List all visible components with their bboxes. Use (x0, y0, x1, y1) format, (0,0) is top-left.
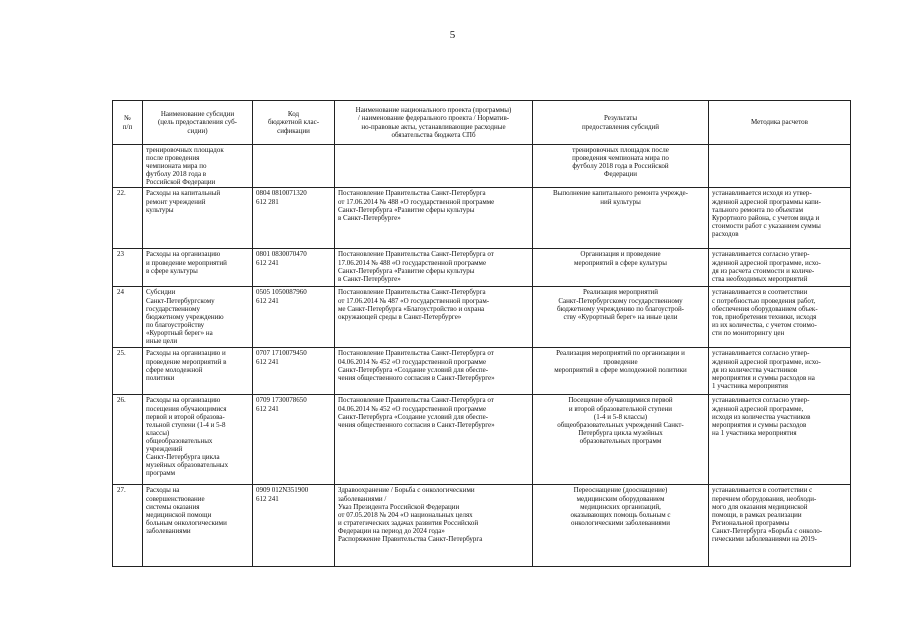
text-line: дя из количества участников (712, 365, 798, 374)
methodology-cell (709, 395, 851, 485)
text-line: и проведение мероприятий (146, 258, 227, 267)
text-line: учреждений (146, 445, 183, 454)
table-row (113, 485, 851, 567)
text-line: мероприятий в сфере культуры (574, 258, 667, 267)
text-line: Методика расчетов (751, 118, 808, 127)
text-line: в Санкт-Петербурге» (338, 274, 401, 283)
text-line: устанавливается согласно утвер- (712, 250, 810, 259)
text-line: ме Санкт-Петербурга «Благоустройство и охрана (338, 304, 485, 313)
text-line: футболу 2018 года в (146, 170, 207, 179)
text-line: совершенствование (146, 494, 205, 503)
text-line: сти по мониторингу цен (712, 328, 785, 337)
subsidy-name-cell (143, 395, 253, 485)
text-line: Санкт-Петербургскому (146, 296, 215, 305)
text-line: Постановление Правительства Санкт-Петербурга (338, 189, 486, 198)
subsidy-name-cell (143, 249, 253, 287)
header-cell-methodology (709, 101, 851, 145)
legal-acts-cell (335, 348, 533, 395)
row-number: 22. (113, 188, 143, 249)
row-number: 27. (113, 485, 143, 567)
text-line: Санкт-Петербурга «Создание условий для обеспе- (338, 412, 489, 421)
text-line: больным онкологическими (146, 518, 227, 527)
text-line: тов, приобретения техники, исходя (712, 312, 817, 321)
budget-code-cell (253, 188, 335, 249)
text-line: мероприятий в сфере молодежной политики (554, 365, 687, 374)
legal-acts-cell (335, 485, 533, 567)
text-line: посещения обучающимися (146, 404, 227, 413)
budget-code-cell (253, 395, 335, 485)
text-line: Расходы на организацию (146, 396, 221, 405)
text-line: государственному (146, 304, 200, 313)
text-line: тренировочных площадок (146, 146, 224, 154)
text-line: футболу 2018 года в Российской (572, 162, 669, 171)
text-line: Переоснащение (дооснащение) (573, 486, 668, 495)
text-line: медицинским оборудованием (576, 494, 665, 503)
text-line: музейных образовательных (146, 461, 229, 470)
text-line: иные цели (146, 337, 178, 346)
text-line: Наименование субсидии (160, 110, 235, 119)
results-cell (533, 395, 709, 485)
text-line: окружающей среды в Санкт-Петербурге» (338, 312, 462, 321)
text-line: чения общественного согласия в Санкт-Петербурге» (338, 373, 495, 382)
results-cell (533, 287, 709, 348)
text-line: от 07.05.2018 № 204 «О национальных целях (338, 510, 473, 519)
header-cell-subsidy-name (143, 101, 253, 145)
text-line: сидии) (187, 126, 208, 135)
text-line: Федерации на период до 2024 года» (338, 526, 445, 535)
subsidy-name-cell (143, 485, 253, 567)
table-row (113, 145, 851, 188)
text-line: Расходы на (146, 486, 180, 495)
text-line: и второй образовательной ступени (568, 404, 673, 413)
text-line: обязательства бюджета СПб (391, 130, 476, 139)
text-line: 0505 1050087960 (256, 288, 307, 297)
table-header-row (113, 101, 851, 145)
text-line: Санкт-Петербурга «Развитие сферы культуры (338, 266, 475, 275)
text-line: / наименование федерального проекта / Норматив- (357, 114, 510, 123)
text-line: тренировочных площадок после (572, 146, 669, 154)
text-line: помощи, в рамках реализации (712, 510, 802, 519)
header-cell-results (533, 101, 709, 145)
text-line: оказывающих помощь больным с (570, 510, 671, 519)
subsidy-name-cell (143, 145, 253, 188)
text-line: 612 241 (256, 258, 279, 267)
text-line: Расходы на капитальный (146, 189, 221, 198)
methodology-cell (709, 188, 851, 249)
text-line: классы) (146, 428, 170, 437)
methodology-cell (709, 348, 851, 395)
text-line: Санкт-Петербурга цикла (146, 453, 220, 462)
text-line: от 17.06.2014 № 487 «О государственной програм- (338, 296, 490, 305)
text-line: № (124, 114, 131, 123)
header-cell-legal-acts (335, 101, 533, 145)
text-line: Выполнение капитального ремонта учрежде- (553, 189, 688, 198)
text-line: заболеваниями / (338, 494, 387, 503)
budget-code-cell (253, 145, 335, 188)
text-line: 1 участника мероприятия (712, 381, 788, 390)
text-line: сфере молодежной (146, 365, 203, 374)
text-line: жденной адресной программе, исхо- (712, 357, 821, 366)
text-line: системы оказания (146, 502, 200, 511)
subsidy-name-cell (143, 287, 253, 348)
text-line: (1-4 и 5-8 классы) (593, 412, 648, 421)
text-line: 612 241 (256, 296, 279, 305)
text-line: 17.06.2014 № 488 «О государственной программе (338, 258, 487, 267)
text-line: Федерации (603, 170, 638, 179)
legal-acts-cell (335, 145, 533, 188)
text-line: п/п (122, 122, 133, 131)
text-line: но-правовые акты, устанавливающие расходные (361, 122, 506, 131)
text-line: 612 281 (256, 197, 279, 206)
text-line: Реализация мероприятий по организации и (556, 349, 685, 358)
text-line: 612 241 (256, 404, 279, 413)
text-line: Реализация мероприятий (582, 288, 659, 297)
text-line: общеобразовательных учреждений Санкт- (557, 420, 684, 429)
text-line: устанавливается в соответствии (712, 288, 808, 297)
budget-code-cell (253, 485, 335, 567)
methodology-cell (709, 145, 851, 188)
text-line: дя из расчета стоимости и количе- (712, 266, 815, 275)
text-line: гическими заболеваниями на 2019- (712, 535, 817, 544)
row-number: 25. (113, 348, 143, 395)
text-line: жденной адресной программе, исхо- (712, 258, 821, 267)
text-line: устанавливается исходя из утвер- (712, 189, 812, 198)
table-row (113, 287, 851, 348)
text-line: 0707 1710079450 (256, 349, 307, 358)
text-line: Распоряжение Правительства Санкт-Петербурга (338, 535, 483, 544)
text-line: программ (146, 469, 176, 478)
text-line: расходов (712, 229, 739, 238)
text-line: проведение мероприятий в (146, 357, 227, 366)
text-line: Организация и проведение (580, 250, 661, 259)
text-line: обеспечения оборудованием объек- (712, 304, 818, 313)
text-line: стоимости работ с указанием суммы (712, 221, 821, 230)
text-line: на 1 участника мероприятия (712, 428, 797, 437)
table-row (113, 395, 851, 485)
page-number: 5 (449, 29, 456, 41)
text-line: в сфере культуры (146, 266, 198, 275)
text-line: «Курортный берег» на (146, 328, 213, 337)
text-line: 0909 012N351900 (256, 486, 309, 495)
text-line: 04.06.2014 № 452 «О государственной программе (338, 404, 487, 413)
text-line: Субсидии (146, 288, 176, 297)
text-line: Посещение обучающимися первой (568, 396, 673, 405)
text-line: жденной адресной программы капи- (712, 197, 821, 206)
methodology-cell (709, 249, 851, 287)
text-line: мого для оказания медицинской (712, 502, 808, 511)
text-line: Постановление Правительства Санкт-Петербурга от (338, 396, 494, 405)
text-line: бюджетному учреждению по благоустрой- (556, 304, 685, 313)
text-line: и стратегических задачах развития Российской (338, 518, 479, 527)
row-number: 23 (113, 249, 143, 287)
table-row (113, 348, 851, 395)
text-line: Постановление Правительства Санкт-Петербурга от (338, 250, 494, 259)
text-line: исходя из количества участников (712, 412, 811, 421)
text-line: культуры (146, 205, 174, 214)
subsidy-name-cell (143, 188, 253, 249)
text-line: проведения чемпионата мира по (572, 154, 669, 163)
text-line: от 17.06.2014 № 488 «О государственной программе (338, 197, 495, 206)
text-line: Санкт-Петербурга «Создание условий для обеспе- (338, 365, 489, 374)
text-line: Наименование национального проекта (программы) (355, 106, 512, 115)
results-cell (533, 348, 709, 395)
text-line: жденной адресной программе, (712, 404, 804, 413)
table-row (113, 188, 851, 249)
text-line: проведение (603, 357, 638, 366)
text-line: заболеваниями (146, 526, 191, 535)
text-line: устанавливается согласно утвер- (712, 396, 810, 405)
text-line: Здравоохранение / Борьба с онкологическими (338, 486, 475, 495)
text-line: 612 241 (256, 357, 279, 366)
text-line: чемпионата мира по (146, 162, 207, 171)
text-line: мероприятия и суммы расходов (712, 420, 807, 429)
text-line: предоставления субсидий (581, 122, 660, 131)
text-line: Постановление Правительства Санкт-Петербурга (338, 288, 486, 297)
budget-code-cell (253, 348, 335, 395)
text-line: 0801 0830070470 (256, 250, 307, 259)
text-line: ний культуры (600, 197, 641, 206)
text-line: после проведения (146, 154, 200, 163)
text-line: политики (146, 373, 175, 382)
text-line: медицинских организаций, (580, 502, 661, 511)
legal-acts-cell (335, 395, 533, 485)
text-line: Указ Президента Российской Федерации (338, 502, 460, 511)
results-cell (533, 485, 709, 567)
text-line: в Санкт-Петербурге» (338, 213, 401, 222)
text-line: Код (287, 110, 300, 119)
subsidy-name-cell (143, 348, 253, 395)
header-cell-number (113, 101, 143, 145)
legal-acts-cell (335, 188, 533, 249)
text-line: устанавливается согласно утвер- (712, 349, 810, 358)
text-line: 0804 0810071320 (256, 189, 307, 198)
results-cell (533, 249, 709, 287)
text-line: 612 241 (256, 494, 279, 503)
text-line: тельной ступени (1-4 и 5-8 (146, 420, 226, 429)
text-line: первой и второй образова- (146, 412, 225, 421)
budget-code-cell (253, 287, 335, 348)
text-line: медицинской помощи (146, 510, 212, 519)
text-line: 04.06.2014 № 452 «О государственной программе (338, 357, 487, 366)
legal-acts-cell (335, 287, 533, 348)
text-line: с потребностью проведения работ, (712, 296, 816, 305)
text-line: ства необходимых мероприятий (712, 274, 808, 283)
row-number: 24 (113, 287, 143, 348)
text-line: онкологическими заболеваниями (571, 518, 670, 527)
text-line: Постановление Правительства Санкт-Петербурга от (338, 349, 494, 358)
text-line: тального ремонта по объектам (712, 205, 804, 214)
text-line: образовательных программ (579, 436, 662, 445)
budget-code-cell (253, 249, 335, 287)
row-number (113, 145, 143, 188)
text-line: (цель предоставления суб- (157, 118, 238, 127)
text-line: бюджетному учреждению (146, 312, 224, 321)
methodology-cell (709, 485, 851, 567)
text-line: Результаты (603, 114, 638, 123)
legal-acts-cell (335, 249, 533, 287)
results-cell (533, 188, 709, 249)
text-line: Санкт-Петербурга «Развитие сферы культуры (338, 205, 475, 214)
text-line: по благоустройству (146, 320, 205, 329)
text-line: устанавливается в соответствии с (712, 486, 813, 495)
text-line: Курортного района, с учетом вида и (712, 213, 820, 222)
text-line: перечнем оборудования, необходи- (712, 494, 817, 503)
results-cell (533, 145, 709, 188)
row-number: 26. (113, 395, 143, 485)
methodology-cell (709, 287, 851, 348)
text-line: Санкт-Петербургскому государственному (558, 296, 683, 305)
text-line: бюджетной клас- (267, 118, 320, 127)
text-line: Санкт-Петербурга «Борьба с онколо- (712, 526, 823, 535)
text-line: ству «Курортный берег» на иные цели (563, 312, 678, 321)
text-line: сификации (277, 126, 310, 135)
text-line: ремонт учреждений (146, 197, 206, 206)
subsidies-table (112, 100, 851, 567)
text-line: 0709 1730078650 (256, 396, 307, 405)
text-line: Расходы на организацию и (146, 349, 226, 358)
text-line: Расходы на организацию (146, 250, 221, 259)
text-line: из их количества, с учетом стоимо- (712, 320, 817, 329)
table-row (113, 249, 851, 287)
header-cell-budget-code (253, 101, 335, 145)
text-line: чения общественного согласия в Санкт-Петербурге» (338, 420, 495, 429)
text-line: Российской Федерации (146, 178, 216, 187)
text-line: Петербурга цикла музейных (578, 428, 663, 437)
text-line: общеобразовательных (146, 436, 213, 445)
text-line: Региональной программы (712, 518, 790, 527)
text-line: мероприятия и суммы расходов на (712, 373, 815, 382)
